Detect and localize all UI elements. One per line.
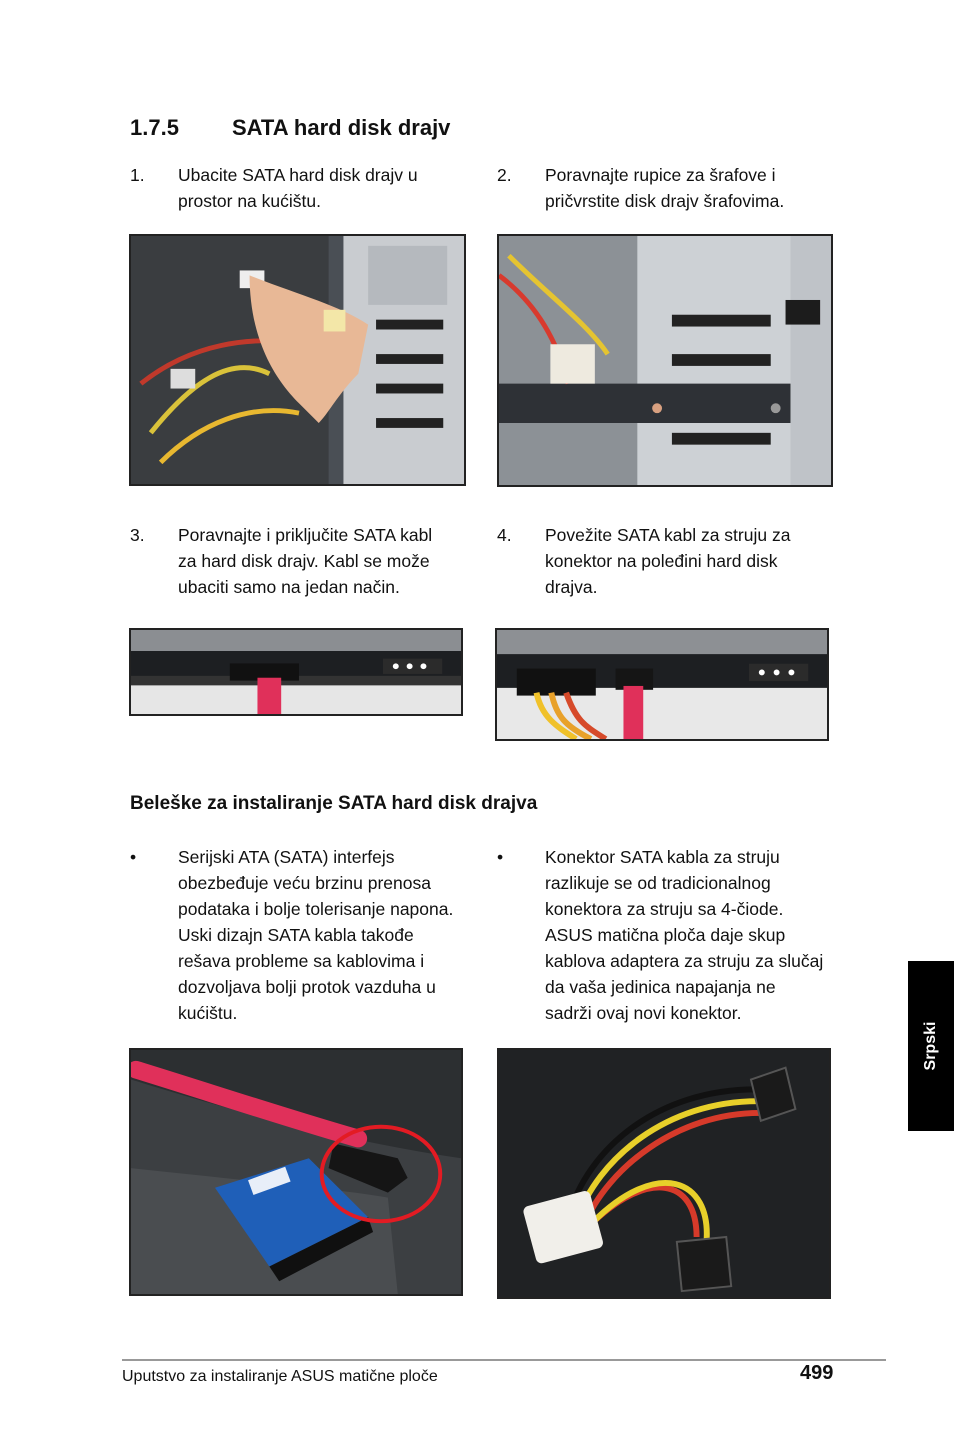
step-3-number: 3. bbox=[130, 525, 145, 545]
note-2-line: Konektor SATA kabla za struju bbox=[545, 847, 780, 867]
step-2-line: Poravnajte rupice za šrafove i bbox=[545, 165, 776, 185]
step-4-line: drajva. bbox=[545, 577, 598, 597]
footer-divider bbox=[122, 1359, 886, 1361]
step-3-line: Poravnajte i priključite SATA kabl bbox=[178, 525, 433, 545]
step-2 bbox=[497, 162, 857, 222]
photo-sata-cable-asus bbox=[129, 1048, 463, 1296]
step-1 bbox=[130, 162, 470, 222]
step-3 bbox=[130, 522, 480, 602]
note-1 bbox=[130, 844, 490, 1029]
photo-secure-screws bbox=[497, 234, 833, 487]
note-2 bbox=[497, 844, 877, 1029]
note-2-line: ASUS matična ploča daje skup bbox=[545, 925, 786, 945]
step-4 bbox=[497, 522, 857, 602]
note-2-line: razlikuje se od tradicionalnog bbox=[545, 873, 771, 893]
step-4-line: Povežite SATA kabl za struju za bbox=[545, 525, 791, 545]
step-1-number: 1. bbox=[130, 165, 145, 185]
step-4-line: konektor na poleđini hard disk bbox=[545, 551, 778, 571]
photo-power-adapter-cable bbox=[497, 1048, 831, 1299]
footer-text: Uputstvo za instaliranje ASUS matične ploče bbox=[122, 1368, 438, 1385]
note-1-line: obezbeđuje veću brzinu prenosa bbox=[178, 873, 431, 893]
section-number: 1.7.5 bbox=[130, 115, 179, 140]
note-2-line: konektora za struju sa 4-čiode. bbox=[545, 899, 784, 919]
section-title: SATA hard disk drajv bbox=[232, 115, 451, 140]
note-2-line: da vaša jedinica napajanja ne bbox=[545, 977, 776, 997]
note-1-line: Serijski ATA (SATA) interfejs bbox=[178, 847, 395, 867]
note-2-line: kablova adaptera za struju za slučaj bbox=[545, 951, 824, 971]
note-1-line: Uski dizajn SATA kabla takođe bbox=[178, 925, 414, 945]
language-tab bbox=[908, 961, 954, 1131]
note-1-line: rešava probleme sa kablovima i bbox=[178, 951, 425, 971]
step-2-number: 2. bbox=[497, 165, 512, 185]
note-1-line: podataka i bolje tolerisanje napona. bbox=[178, 899, 454, 919]
note-1-line: kućištu. bbox=[178, 1003, 238, 1023]
step-1-line: prostor na kućištu. bbox=[178, 191, 321, 211]
language-tab-label: Srpski bbox=[922, 1021, 939, 1071]
photo-sata-data-cable bbox=[129, 628, 463, 716]
step-1-line: Ubacite SATA hard disk drajv u bbox=[178, 165, 418, 185]
photo-sata-power-cable bbox=[495, 628, 829, 741]
step-3-line: za hard disk drajv. Kabl se može bbox=[178, 551, 430, 571]
step-2-line: pričvrstite disk drajv šrafovima. bbox=[545, 191, 785, 211]
note-2-line: sadrži ovaj novi konektor. bbox=[545, 1003, 742, 1023]
page-number: 499 bbox=[800, 1362, 834, 1384]
photo-insert-drive bbox=[129, 234, 466, 486]
notes-title: Beleške za instaliranje SATA hard disk drajva bbox=[130, 793, 538, 814]
step-3-line: ubaciti samo na jedan način. bbox=[178, 577, 400, 597]
note-1-line: dozvoljava bolji protok vazduha u bbox=[178, 977, 436, 997]
section-heading bbox=[130, 115, 451, 141]
step-4-number: 4. bbox=[497, 525, 512, 545]
note-bullet: • bbox=[130, 847, 137, 867]
note-bullet: • bbox=[497, 847, 504, 867]
